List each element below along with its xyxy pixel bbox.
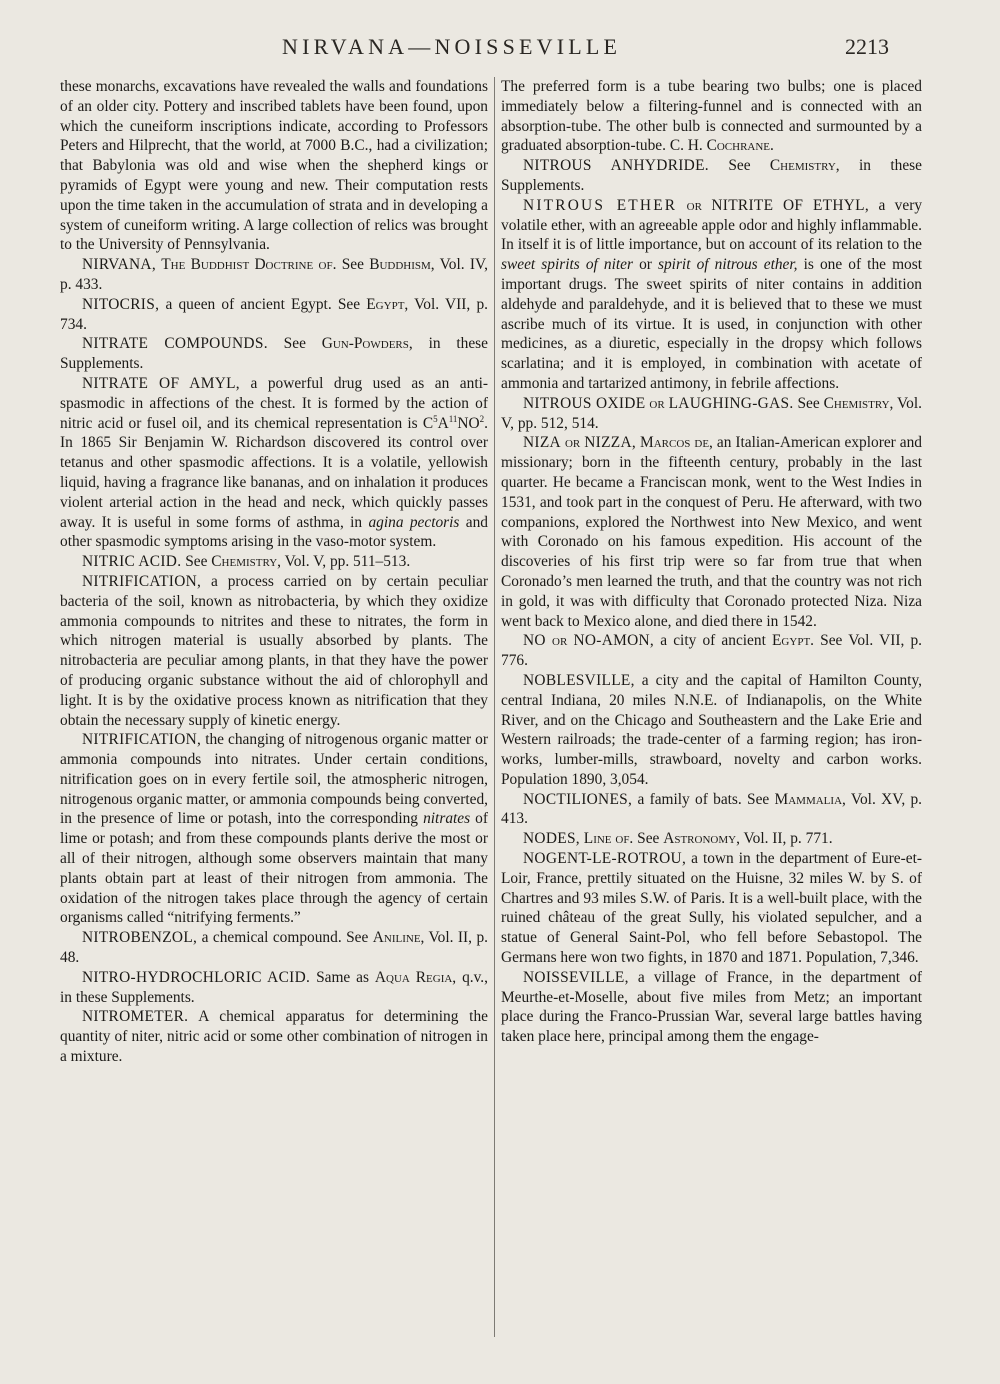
entry-nitrous-ether: NITROUS ETHER or NITRITE OF ETHYL, a very volatile ether, with an agreeable apple odor and highly inflammable. In itself it is of little importance, but on account of its relation to the sweet spirits of niter or spirit of nitrous ether, is one of the most important drugs. The sweet spirits of niter contains in addition aldehyde and paraldehyde, and it is believed that to these we must ascribe much of its virtue. It is used, in conjunction with other medicines, as a diuretic, especially in the dropsy which follows scarlatina; and it is employed, in combination with acetate of ammonia and tartarized antimony, in febrile affections. — [501, 196, 923, 392]
entry-nitrate-of-amyl: NITRATE OF AMYL, a powerful drug used as an anti-spasmodic in affections of the chest. It is formed by the action of nitric acid or fusel oil, and its chemical representation is $C^5A^{11}NO^2$. In 1865 Sir Benjamin W. Richardson discovered its control over tetanus and other spasmodic affections. It is a volatile, yellowish liquid, having a fragrance like bananas, and on inhalation it produces violent arterial action in the head and neck, which quickly passes away. It is useful in some forms of asthma, in agina pectoris and other spasmodic symptoms arising in the vaso-motor system. — [60, 374, 489, 551]
entry-nitro-hydrochloric-acid: NITRO-HYDROCHLORIC ACID. Same as Aqua Regia, q.v., in these Supplements. — [60, 968, 488, 1006]
entry-nitocris: NITOCRIS, a queen of ancient Egypt. See Egypt, Vol. VII, p. 734. — [60, 295, 488, 333]
entry-nitric-acid: NITRIC ACID. See Chemistry, Vol. V, pp. 511–513. — [82, 553, 411, 571]
entry-nitrobenzol: NITROBENZOL, a chemical compound. See Aniline, Vol. II, p. 48. — [60, 929, 489, 967]
entry-nogent-le-rotrou: NOGENT-LE-ROTROU, a town in the department of Eure-et-Loir, France, prettily situated on the Huisne, 32 miles W. by S. of Chartres and 93 miles S.W. of Paris. It is a well-built place, with the ruined château of the great Sully, his violated sepulcher, and a statue of General Saint-Pol, who fell before Sebastopol. The Germans here won two fights, in 1870 and 1871. Population, 7,346. — [501, 850, 922, 967]
entry-nitrous-oxide: NITROUS OXIDE or LAUGHING-GAS. See Chemistry, Vol. V, pp. 512, 514. — [501, 394, 922, 432]
entry-continuation: these monarchs, excavations have revealed the walls and foundations of an older city. Pottery and inscribed tablets have been found, upon which the cuneiform inscriptions indicate, according to Professors Peters and Hilprecht, that the world, at 7000 B.C., had a civilization; that Babylonia was old and wise when the shepherd kings or pyramids of Egypt were young and new. Their computation rests upon the time taken in the accumulation of strata and in developing a system of cuneiform writing. A large collection of relics was brought to the University of Pennsylvania. — [60, 78, 488, 254]
entry-nodes: NODES, Line of. See Astronomy, Vol. II, p. 771. — [523, 830, 833, 848]
entry-nitrification-1: NITRIFICATION, a process carried on by certain peculiar bacteria of the soil, known as nitrobacteria, by which they oxidize ammonia compounds to nitrites and these to nitrates, the form in which nitrogen material is usually absorbed by plants. The nitrobacteria are peculiar among plants, in that they have the power of producing organic substance without the aid of chlorophyll and light. It is by the oxidative process known as nitrification that they obtain the necessary supply of kinetic energy. — [60, 572, 488, 729]
entry-noisseville: NOISSEVILLE, a village of France, in the department of Meurthe-et-Moselle, about five miles from Metz; an important place during the Franco-Prussian War, several large battles having taken place here, principal among them the engage- — [501, 968, 922, 1046]
entry-noblesville: NOBLESVILLE, a city and the capital of Hamilton County, central Indiana, 20 miles N.N.E. of Indianapolis, on the White River, and on the Chicago and Southeastern and the Lake Erie and Western railroads; the trade-center of a farming region; has iron-works, lumber-mills, strawboard, novelty and carbon works. Population 1890, 3,054. — [501, 671, 922, 788]
entry-no-amon: NO or NO-AMON, a city of ancient Egypt. See Vol. VII, p. 776. — [501, 632, 923, 670]
column-divider — [494, 77, 495, 1337]
entry-noctiliones: NOCTILIONES, a family of bats. See Mammalia, Vol. XV, p. 413. — [501, 790, 922, 828]
entry-nirvana: NIRVANA, The Buddhist Doctrine of. See Buddhism, Vol. IV, p. 433. — [60, 256, 488, 293]
entry-nitrometer-continued: The preferred form is a tube bearing two bulbs; one is placed immediately below a filtering-funnel and is connected with an absorption-tube. The other bulb is connected and surmounted by a graduated absorption-tube. C. H. Cochrane. — [501, 78, 922, 155]
page-number: 2213 — [845, 34, 889, 59]
entry-nitrous-anhydride: NITROUS ANHYDRIDE. See Chemistry, in these Supplements. — [501, 157, 922, 194]
running-head: NIRVANA—NOISSEVILLE — [282, 34, 622, 59]
entry-nitrate-compounds: NITRATE COMPOUNDS. See Gun-Powders, in these Supplements. — [60, 335, 488, 373]
entry-nitrometer: NITROMETER. A chemical apparatus for determining the quantity of niter, nitric acid or some other combination of nitrogen in a mixture. — [60, 1008, 488, 1066]
entry-nitrification-2: NITRIFICATION, the changing of nitrogenous organic matter or ammonia compounds into nitrates. Under certain conditions, nitrification goes on in every fertile soil, the atmospheric nitrogen, nitrogenous organic matter, or ammonia compounds being converted, in the presence of lime or potash, into the corresponding nitrates of lime or potash; and from these compounds plants derive the most or all of their nitrogen, although some observers maintain that many plants obtain part at least of their nitrogen from ammonia. The oxidation of the nitrogen takes place through the agency of certain organisms called “nitrifying ferments.” — [60, 731, 488, 927]
entry-niza: NIZA or NIZZA, Marcos de, an Italian-American explorer and missionary; born in the fifteenth century, probably in the last quarter. He became a Franciscan monk, went to the West Indies in 1531, and took part in the conquest of Peru. He afterward, with two companions, explored the Northwest into New Mexico, and went with Coronado on his famous expedition. His account of the discoveries of his first trip were so far from true that when Coronado’s men learned the truth, and that the country was not rich in gold, it was with difficulty that Coronado protected Niza. Niza went back to Mexico alone, and died there in 1542. — [501, 434, 922, 630]
right-column — [501, 77, 922, 1047]
chemical-formula: $C^5A^{11}NO^2$ — [422, 413, 485, 432]
left-column — [60, 77, 488, 1067]
